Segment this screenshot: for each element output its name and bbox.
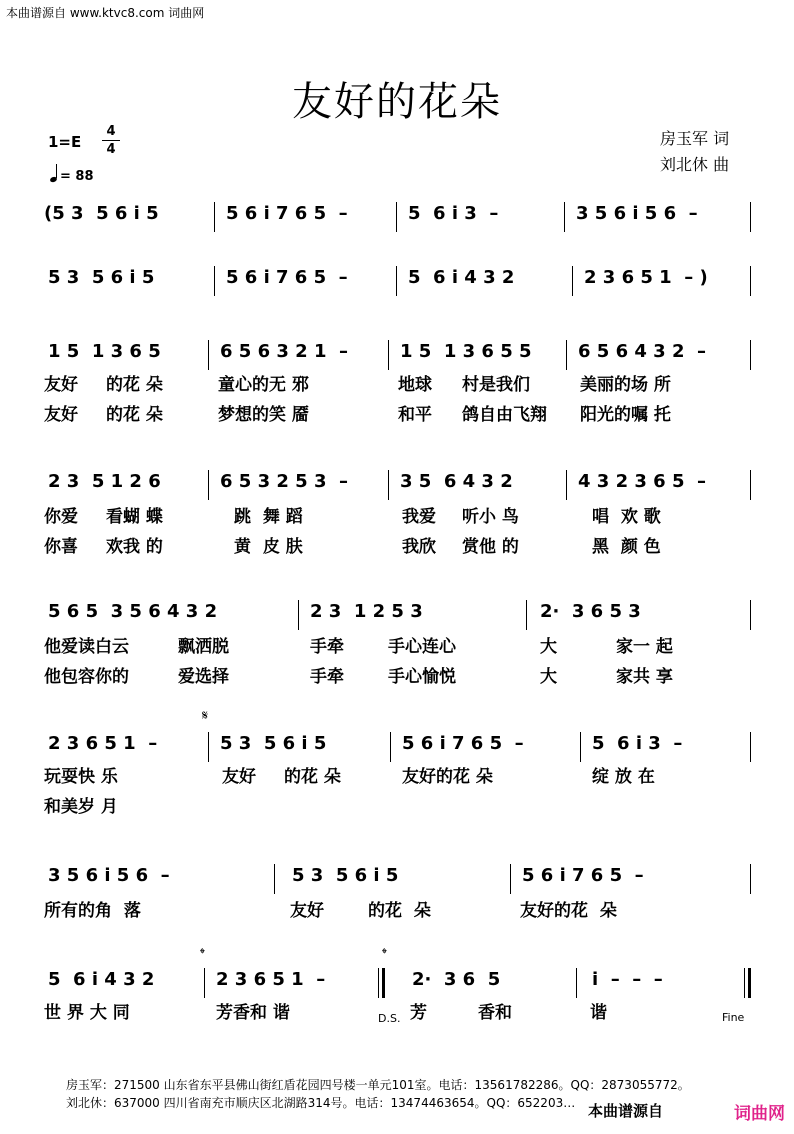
composer: 刘北休 曲 [660, 155, 730, 174]
barline [388, 340, 389, 370]
barline [566, 340, 567, 370]
time-signature [102, 124, 120, 157]
score-line-4 [44, 470, 754, 504]
score-line-3 [44, 340, 754, 374]
measure: 2 3 6 5 1 – ) [584, 267, 708, 288]
measure: 3 5 6 i 5 6 – [576, 203, 698, 224]
measure: 5 6 i 4 3 2 [48, 969, 155, 990]
barline [750, 732, 751, 762]
lyric: 看蝴 蝶 [106, 507, 163, 527]
measure: 5 6 i 7 6 5 – [522, 865, 644, 886]
barline [566, 470, 567, 500]
lyric: 友好 [44, 375, 78, 395]
lyric: 和美岁 月 [44, 797, 118, 817]
repeat-barline-thick [382, 968, 385, 998]
lyric: 你喜 [44, 537, 78, 557]
barline [208, 470, 209, 500]
score-line-7 [44, 864, 754, 898]
lyricist: 房玉军 词 [660, 129, 730, 148]
lyric: 友好的花 朵 [520, 901, 617, 921]
coda-icon: 𝄌 [200, 946, 205, 962]
lyric: 他包容你的 [44, 667, 129, 687]
footer-line-1: 房玉军：271500 山东省东平县佛山街红盾花园四号楼一单元101室。电话：13561782286。QQ：2873055772。 [66, 1078, 690, 1092]
measure: 2 3 1 2 5 3 [310, 601, 423, 622]
measure: 5 3 5 6 i 5 [220, 733, 327, 754]
measure: 5 6 i 7 6 5 – [226, 267, 348, 288]
measure: 6 5 6 3 2 1 – [220, 341, 349, 362]
barline [208, 732, 209, 762]
time-sig-bottom: 4 [106, 142, 116, 157]
barline [572, 266, 573, 296]
lyric: 跳 舞 蹈 [234, 507, 303, 527]
lyric: 友好 [222, 767, 256, 787]
lyric: 家共 享 [616, 667, 673, 687]
barline [396, 266, 397, 296]
lyric: 童心的无 邪 [218, 375, 309, 395]
barline [580, 732, 581, 762]
segno-icon: 𝄋 [202, 708, 209, 724]
measure: 5 3 5 6 i 5 [48, 267, 155, 288]
lyric: 大 [540, 667, 557, 687]
lyric: 所有的角 落 [44, 901, 141, 921]
tempo-value: = 88 [60, 169, 94, 184]
note-stem [56, 164, 57, 178]
barline [750, 864, 751, 894]
lyric: 家一 起 [616, 637, 673, 657]
measure: (5 3 5 6 i 5 [44, 203, 159, 224]
lyric: 村是我们 [462, 375, 530, 395]
barline [576, 968, 577, 998]
site-header: 本曲谱源自 www.ktvc8.com 词曲网 [6, 6, 205, 20]
lyric: 手牵 [310, 667, 344, 687]
lyric: 友好 [44, 405, 78, 425]
lyric: 友好 [290, 901, 324, 921]
lyric: 黑 颜 色 [592, 537, 661, 557]
lyric: 你爱 [44, 507, 78, 527]
measure: 5 6 i 3 – [408, 203, 499, 224]
measure: 5 3 5 6 i 5 [292, 865, 399, 886]
measure: 4 3 2 3 6 5 – [578, 471, 707, 492]
barline [388, 470, 389, 500]
score-line-5 [44, 600, 754, 634]
lyric: 阳光的嘱 托 [580, 405, 671, 425]
measure: 2 3 5 1 2 6 [48, 471, 161, 492]
tempo-mark [50, 166, 94, 184]
time-sig-top: 4 [106, 124, 116, 139]
lyric: 的花 朵 [368, 901, 431, 921]
barline [750, 340, 751, 370]
score-line-6 [44, 732, 754, 766]
measure: 6 5 3 2 5 3 – [220, 471, 349, 492]
footer-line-2: 刘北休：637000 四川省南充市顺庆区北湖路314号。电话：13474463654。QQ：652203… [66, 1096, 576, 1110]
measure: 6 5 6 4 3 2 – [578, 341, 707, 362]
barline [214, 266, 215, 296]
lyric: 听小 鸟 [462, 507, 519, 527]
barline [750, 202, 751, 232]
barline [214, 202, 215, 232]
lyric: 世 界 大 同 [44, 1003, 130, 1023]
barline [750, 266, 751, 296]
fine-mark: Fine [722, 1011, 745, 1024]
score-line-8 [44, 968, 754, 1002]
repeat-barline [378, 968, 379, 998]
barline [274, 864, 275, 894]
lyric: 爱选择 [178, 667, 229, 687]
measure: 2 3 6 5 1 – [216, 969, 326, 990]
measure: 1 5 1 3 6 5 [48, 341, 161, 362]
lyric: 地球 [398, 375, 432, 395]
measure: 2· 3 6 5 3 [540, 601, 641, 622]
lyric: 我欣 [402, 537, 436, 557]
barline [526, 600, 527, 630]
lyric: 手心连心 [388, 637, 456, 657]
measure: 5 6 i 3 – [592, 733, 683, 754]
measure: 5 6 5 3 5 6 4 3 2 [48, 601, 218, 622]
time-sig-bar [102, 140, 120, 141]
lyric: 玩耍快 乐 [44, 767, 118, 787]
lyric: 梦想的笑 靥 [218, 405, 309, 425]
lyric: 香和 [478, 1003, 512, 1023]
lyric: 美丽的场 所 [580, 375, 671, 395]
measure: 5 6 i 4 3 2 [408, 267, 515, 288]
barline [750, 600, 751, 630]
barline [564, 202, 565, 232]
song-title: 友好的花朵 [292, 79, 502, 125]
lyric-line-6b [44, 796, 764, 840]
score-line-1 [44, 202, 754, 236]
barline [204, 968, 205, 998]
barline [390, 732, 391, 762]
lyric: 欢我 的 [106, 537, 163, 557]
barline [208, 340, 209, 370]
lyric: 手牵 [310, 637, 344, 657]
lyric: 芳 [410, 1003, 427, 1023]
barline [510, 864, 511, 894]
measure: 1 5 1 3 6 5 5 [400, 341, 532, 362]
barline [298, 600, 299, 630]
measure: 2 3 6 5 1 – [48, 733, 158, 754]
lyric: 手心愉悦 [388, 667, 456, 687]
brand-logo[interactable]: 词曲网 [734, 1104, 785, 1124]
lyric: 的花 朵 [284, 767, 341, 787]
lyric: 大 [540, 637, 557, 657]
key-signature: 1=E [48, 133, 82, 151]
final-barline-thick [748, 968, 751, 998]
measure: 3 5 6 i 5 6 – [48, 865, 170, 886]
measure: 5 6 i 7 6 5 – [402, 733, 524, 754]
ds-mark: D.S. [378, 1012, 401, 1025]
lyric: 芳香和 谐 [216, 1003, 290, 1023]
barline [750, 470, 751, 500]
lyric: 和平 [398, 405, 432, 425]
lyric: 鸽自由飞翔 [462, 405, 547, 425]
measure: 2· 3 6 5 [412, 969, 501, 990]
measure: i – – – [592, 969, 663, 990]
lyric: 友好的花 朵 [402, 767, 493, 787]
coda-icon: 𝄌 [382, 946, 387, 962]
lyric: 飘洒脱 [178, 637, 229, 657]
score-line-2 [44, 266, 754, 300]
lyric: 谐 [590, 1003, 607, 1023]
lyric: 的花 朵 [106, 405, 163, 425]
final-barline [744, 968, 745, 998]
brand-source: 本曲谱源自 [588, 1102, 664, 1120]
lyric: 赏他 的 [462, 537, 519, 557]
lyric: 的花 朵 [106, 375, 163, 395]
barline [396, 202, 397, 232]
lyric: 唱 欢 歌 [592, 507, 661, 527]
lyric: 绽 放 在 [592, 767, 655, 787]
lyric: 他爱读白云 [44, 637, 129, 657]
lyric: 黄 皮 肤 [234, 537, 303, 557]
measure: 5 6 i 7 6 5 – [226, 203, 348, 224]
lyric: 我爱 [402, 507, 436, 527]
measure: 3 5 6 4 3 2 [400, 471, 513, 492]
